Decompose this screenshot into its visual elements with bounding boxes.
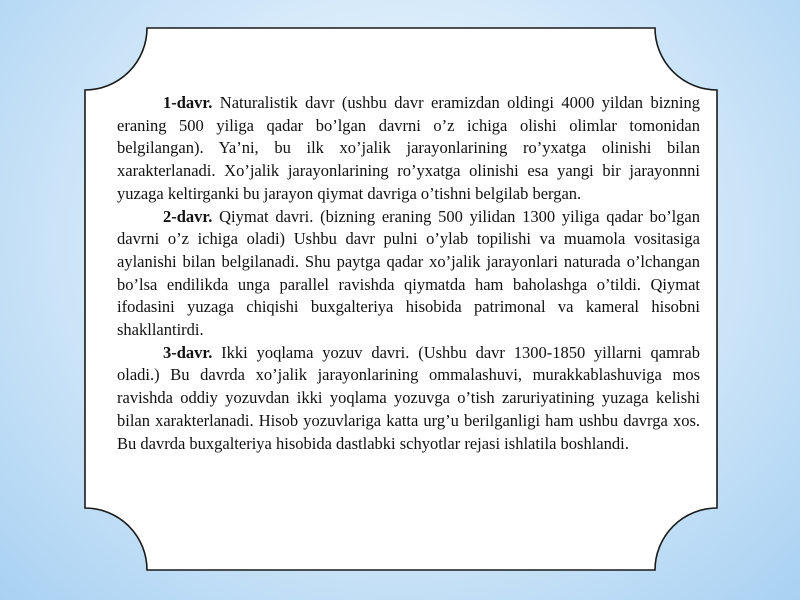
period-3-text: Ikki yoqlama yozuv davri. (Ushbu davr 1300-1850 yillarni qamrab oladi.) Bu davrda xo’jalik jarayonlarining ommalashuvi, murakkablashuviga mos ravishda oddiy yozuvdan ikki yoqlama yozuvga o’tish zaruriyatining yuzaga kelishi bilan xarakterlanadi. Hisob yozuvlariga katta urg’u berilganligi ham ushbu davrga xos. Bu davrda buxgalteriya hisobida dastlabki schyotlar rejasi ishlatila boshlandi. <box>117 342 700 453</box>
paragraph-period-3 <box>117 342 700 456</box>
paragraph-period-1 <box>117 92 700 206</box>
paragraph-period-2 <box>117 206 700 342</box>
text-body <box>117 92 700 522</box>
period-1-text: Naturalistik davr (ushbu davr eramizdan oldingi 4000 yildan bizning eraning 500 yiliga qadar bo’lgan davrni o’z ichiga olishi olimlar tomonidan belgilangan). Ya’ni, bu ilk xo’jalik jarayonlarining ro’yxatga olinishi bilan xarakterlanadi. Xo’jalik jarayonlarining ro’yxatga olinishi esa yangi bir jarayonnni yuzaga keltirganki bu jarayon qiymat davriga o’tishni belgilab bergan. <box>117 93 700 203</box>
period-3-label: 3-davr. <box>163 342 213 362</box>
period-1-label: 1-davr. <box>163 93 213 112</box>
period-2-text: Qiymat davri. (bizning eraning 500 yilidan 1300 yiliga qadar bo’lgan davrni o’z ichiga oladi) Ushbu davr pulni o’ylab topilishi va muamola vositasiga aylanishi bilan belgilanadi. Shu paytga qadar xo’jalik jarayonlari naturada o’lchangan bo’lsa endilikda unga parallel ravishda qiymatda ham baholashga o’tildi. Qiymat ifodasini yuzaga chiqishi buxgalteriya hisobida patrimonal va kameral hisobni shakllantirdi. <box>117 206 700 340</box>
period-2-label: 2-davr. <box>163 206 213 226</box>
